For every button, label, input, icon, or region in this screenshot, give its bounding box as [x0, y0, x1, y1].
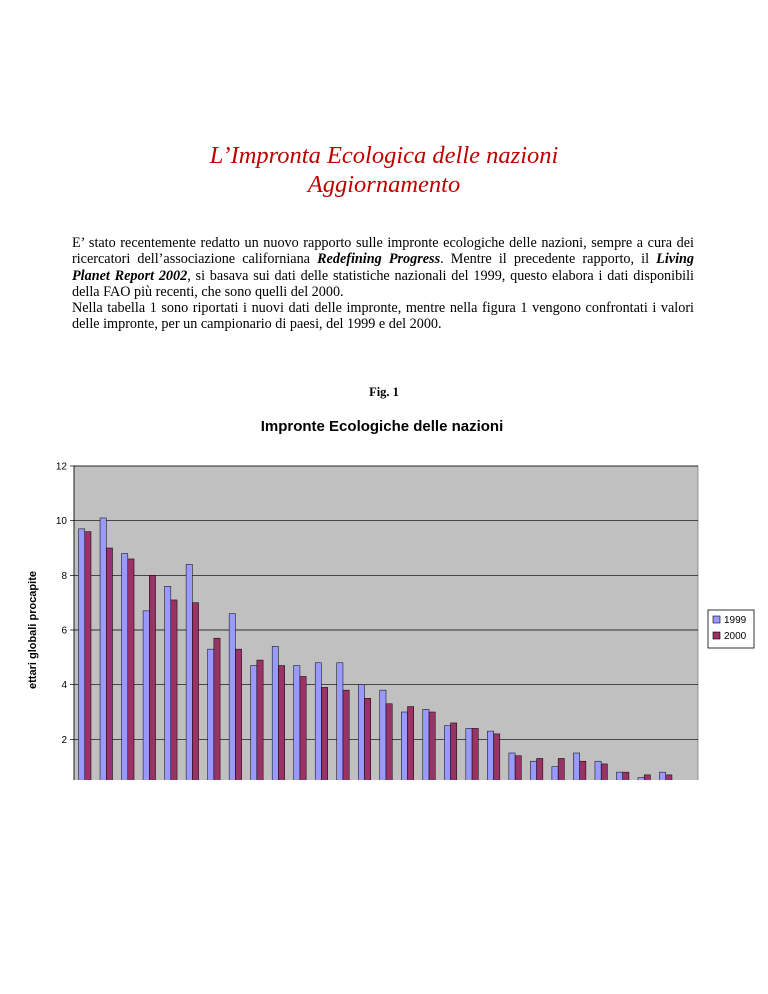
bar-1999 — [595, 761, 601, 780]
bar-1999 — [659, 772, 665, 780]
bar-2000 — [623, 772, 629, 780]
bar-1999 — [229, 614, 235, 780]
bar-2000 — [85, 532, 91, 780]
bar-1999 — [337, 663, 343, 780]
document-title — [0, 141, 768, 199]
figure-label: Fig. 1 — [369, 385, 399, 399]
bar-2000 — [300, 676, 306, 780]
living-planet-report-name: Living Planet Report 2002 — [72, 251, 695, 284]
bar-1999 — [165, 586, 171, 780]
legend-label-1999: 1999 — [724, 615, 747, 626]
bar-2000 — [515, 756, 521, 780]
bar-2000 — [278, 666, 284, 780]
bar-1999 — [380, 690, 386, 780]
chart-title: Impronte Ecologiche delle nazioni — [260, 418, 504, 435]
bar-2000 — [343, 690, 349, 780]
bar-1999 — [315, 663, 321, 780]
bar-2000 — [472, 728, 478, 780]
bar-2000 — [321, 687, 327, 780]
bar-1999 — [79, 529, 85, 780]
bar-1999 — [616, 772, 622, 780]
bar-2000 — [192, 603, 198, 780]
bar-2000 — [644, 775, 650, 780]
bar-1999 — [143, 611, 149, 780]
paragraph-1 — [72, 235, 694, 300]
legend-swatch-1999 — [713, 616, 720, 623]
bar-2000 — [601, 764, 607, 780]
bar-1999 — [251, 666, 257, 780]
y-tick-label: 8 — [61, 570, 67, 582]
bar-2000 — [451, 723, 457, 780]
bar-1999 — [122, 553, 128, 780]
bar-2000 — [257, 660, 263, 780]
bar-2000 — [666, 775, 672, 780]
bar-2000 — [580, 761, 586, 780]
legend-label-2000: 2000 — [724, 631, 747, 642]
title-line-2: Aggiornamento — [307, 171, 461, 198]
bar-2000 — [149, 575, 155, 780]
bar-1999 — [358, 685, 364, 780]
bar-1999 — [573, 753, 579, 780]
bar-1999 — [466, 728, 472, 780]
bar-1999 — [100, 518, 106, 780]
bar-1999 — [423, 709, 429, 780]
legend-swatch-2000 — [713, 632, 720, 639]
y-tick-label: 4 — [61, 680, 67, 692]
bar-2000 — [558, 758, 564, 780]
y-axis-ticks — [56, 462, 74, 781]
bar-2000 — [386, 704, 392, 780]
footprint-chart — [0, 400, 768, 780]
paragraph-1-text-a: E’ stato recentemente redatto un nuovo rapporto sulle impronte ecologiche delle nazioni, sempre a cura dei ricercatori dell’associazione californiana — [72, 235, 694, 268]
legend — [708, 610, 754, 648]
bar-1999 — [401, 712, 407, 780]
bar-1999 — [186, 564, 192, 780]
bar-1999 — [487, 731, 493, 780]
bar-2000 — [494, 734, 500, 780]
bar-1999 — [552, 767, 558, 780]
bar-1999 — [444, 726, 450, 780]
bar-2000 — [429, 712, 435, 780]
bar-1999 — [638, 778, 644, 780]
bar-1999 — [530, 761, 536, 780]
redefining-progress-name: Redefining Progress — [317, 251, 441, 268]
bar-2000 — [171, 600, 177, 780]
paragraph-2: Nella tabella 1 sono riportati i nuovi dati delle impronte, mentre nella figura 1 vengono confrontati i valori delle impronte, per un campionario di paesi, del 1999 e del 2000. — [72, 300, 694, 333]
bar-2000 — [537, 758, 543, 780]
bar-2000 — [106, 548, 112, 780]
bar-2000 — [128, 559, 134, 780]
y-tick-label: 6 — [61, 625, 67, 637]
title-line-1: L’Impronta Ecologica delle nazioni — [209, 142, 559, 169]
body-text — [72, 235, 694, 333]
bar-2000 — [364, 698, 370, 780]
y-axis-label: ettari globali procapite — [27, 571, 39, 689]
bar-1999 — [294, 666, 300, 780]
bar-1999 — [509, 753, 515, 780]
y-tick-label: 10 — [55, 516, 67, 528]
bar-2000 — [214, 638, 220, 780]
bar-2000 — [235, 649, 241, 780]
y-tick-label: 2 — [61, 734, 67, 746]
bar-2000 — [408, 707, 414, 780]
paragraph-1-text-c: , si basava sui dati delle statistiche nazionali del 1999, questo elabora i dati disponibili della FAO più recenti, che sono quelli del 2000. — [72, 267, 694, 300]
bar-1999 — [272, 646, 278, 780]
bar-1999 — [208, 649, 214, 780]
paragraph-1-text-b: . Mentre il precedente rapporto, il — [440, 251, 657, 268]
y-tick-label: 12 — [55, 461, 67, 473]
